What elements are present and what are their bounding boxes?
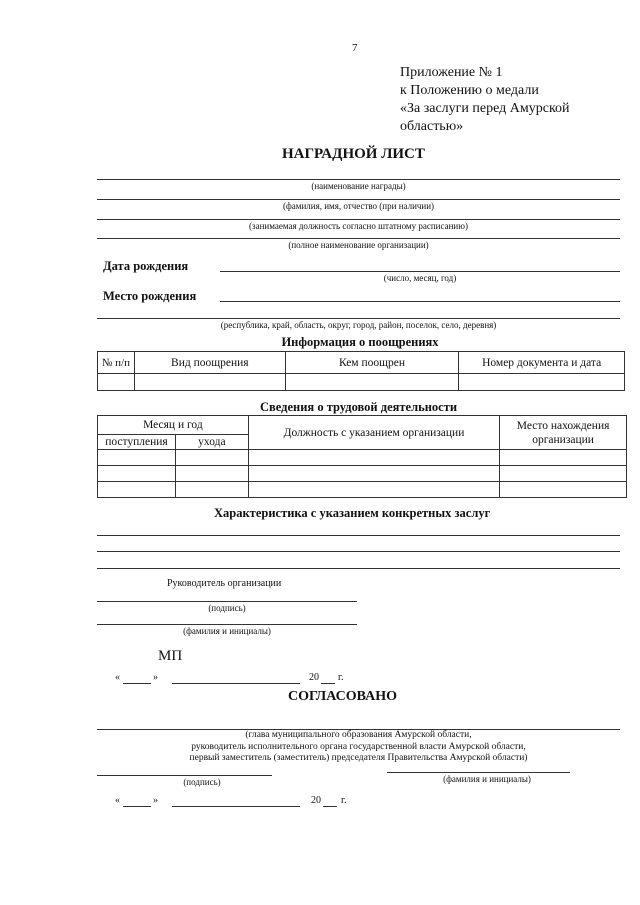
approval-signature-caption: (подпись) <box>183 777 221 787</box>
birth-place-label: Место рождения <box>103 289 197 303</box>
date-open-quote: « <box>115 672 120 683</box>
characteristic-line-1[interactable] <box>97 535 620 536</box>
work-cell[interactable] <box>248 466 499 482</box>
date-close-quote: » <box>153 795 158 806</box>
approval-caption-line-1: (глава муниципального образования Амурской области, <box>245 730 472 740</box>
head-label: Руководитель организации <box>167 578 282 589</box>
work-cell[interactable] <box>500 482 627 498</box>
head-signature-line[interactable] <box>97 601 357 602</box>
head-initials-line[interactable] <box>97 624 357 625</box>
work-col-location: Место нахождения организации <box>500 416 627 450</box>
birth-place-caption: (республика, край, область, округ, город, район, поселок, село, деревня) <box>220 320 497 330</box>
full-name-line[interactable] <box>97 199 620 200</box>
appendix-line-3: «За заслуги перед Амурской <box>400 101 570 116</box>
date-year-prefix: 20 <box>311 795 321 806</box>
organization-line[interactable] <box>97 238 620 239</box>
work-table <box>97 415 627 498</box>
incentives-cell[interactable] <box>134 374 285 391</box>
birth-place-line-2[interactable] <box>97 318 620 319</box>
incentives-col-by: Кем поощрен <box>285 352 459 374</box>
date-month-line[interactable] <box>172 806 300 807</box>
work-cell[interactable] <box>248 450 499 466</box>
appendix-line-4: областью» <box>400 119 464 134</box>
birth-date-caption: (число, месяц, год) <box>383 273 457 283</box>
incentives-col-number: № п/п <box>98 352 135 374</box>
incentives-col-type: Вид поощрения <box>134 352 285 374</box>
incentives-cell[interactable] <box>98 374 135 391</box>
date-month-line[interactable] <box>172 683 300 684</box>
approval-caption <box>97 730 620 765</box>
work-cell[interactable] <box>98 450 176 466</box>
characteristic-line-3[interactable] <box>97 568 620 569</box>
head-initials-caption: (фамилия и инициалы) <box>183 626 271 636</box>
date-close-quote: » <box>153 672 158 683</box>
approval-heading: СОГЛАСОВАНО <box>288 689 397 704</box>
date-row-1 <box>115 672 365 686</box>
approval-caption-line-3: первый заместитель (заместитель) председателя Правительства Амурской области) <box>189 753 528 763</box>
work-col-start: поступления <box>98 435 176 450</box>
approval-signature-line[interactable] <box>97 775 272 776</box>
work-cell[interactable] <box>98 482 176 498</box>
incentives-table <box>97 351 625 391</box>
appendix-line-2: к Положению о медали <box>400 83 539 98</box>
work-col-end: ухода <box>175 435 248 450</box>
date-day-line[interactable] <box>123 806 151 807</box>
characteristic-heading: Характеристика с указанием конкретных заслуг <box>214 506 491 520</box>
incentives-col-doc: Номер документа и дата <box>459 352 625 374</box>
head-signature-caption: (подпись) <box>208 603 246 613</box>
birth-place-line[interactable] <box>220 301 620 302</box>
incentives-cell[interactable] <box>459 374 625 391</box>
position-caption: (занимаемая должность согласно штатному расписанию) <box>249 221 468 231</box>
work-col-position: Должность с указанием организации <box>248 416 499 450</box>
birth-date-line[interactable] <box>220 271 620 272</box>
date-open-quote: « <box>115 795 120 806</box>
date-year-suffix: г. <box>341 795 347 806</box>
appendix-block <box>400 64 570 136</box>
date-year-line[interactable] <box>323 806 337 807</box>
date-year-suffix: г. <box>338 672 344 683</box>
work-cell[interactable] <box>175 482 248 498</box>
page-title: НАГРАДНОЙ ЛИСТ <box>282 146 425 162</box>
appendix-line-1: Приложение № 1 <box>400 65 503 80</box>
date-row-2 <box>115 795 365 809</box>
approval-initials-line[interactable] <box>387 772 570 773</box>
page-number: 7 <box>352 42 358 54</box>
incentives-heading: Информация о поощрениях <box>281 335 439 349</box>
stamp-label: МП <box>158 648 183 664</box>
approval-initials-caption: (фамилия и инициалы) <box>443 774 531 784</box>
date-day-line[interactable] <box>123 683 151 684</box>
organization-caption: (полное наименование организации) <box>288 240 429 250</box>
work-cell[interactable] <box>248 482 499 498</box>
work-cell[interactable] <box>175 466 248 482</box>
work-cell[interactable] <box>175 450 248 466</box>
work-heading: Сведения о трудовой деятельности <box>260 400 458 414</box>
full-name-caption: (фамилия, имя, отчество (при наличии) <box>282 201 435 211</box>
award-name-line[interactable] <box>97 179 620 180</box>
incentives-cell[interactable] <box>285 374 459 391</box>
work-cell[interactable] <box>98 466 176 482</box>
date-year-line[interactable] <box>321 683 335 684</box>
characteristic-line-2[interactable] <box>97 551 620 552</box>
approval-caption-line-2: руководитель исполнительного органа государственной власти Амурской области, <box>191 741 526 752</box>
date-year-prefix: 20 <box>309 672 319 683</box>
position-line[interactable] <box>97 219 620 220</box>
work-cell[interactable] <box>500 466 627 482</box>
award-name-caption: (наименование награды) <box>311 181 406 191</box>
work-col-month-year: Месяц и год <box>98 416 249 435</box>
birth-date-label: Дата рождения <box>103 259 189 273</box>
work-cell[interactable] <box>500 450 627 466</box>
